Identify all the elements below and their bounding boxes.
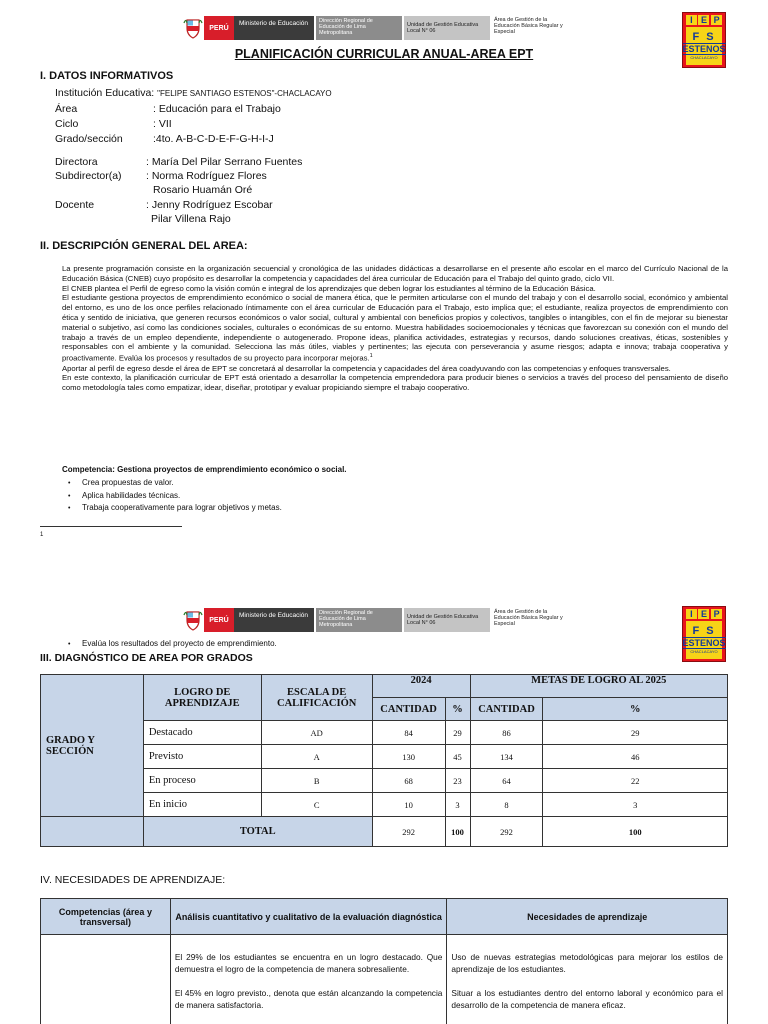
- section-title-datos: I. DATOS INFORMATIVOS: [40, 70, 174, 82]
- paragraph: En este contexto, la planificación curricular de EPT está orientado a desarrollar la competencia emprendedora para producir bienes o servicios a través del proceso del pensamiento de diseño como metodología tales como empatizar, idear, diseñar, prototipar y evaluar propiciando siempre el trabajo cooperativo.: [62, 373, 728, 393]
- table-row: En inicio C 10 3 8 3: [41, 793, 728, 817]
- year-2024-header: 2024: [372, 675, 470, 698]
- info-label: Subdirector(a): [55, 170, 122, 182]
- logo-letter: I: [686, 15, 697, 25]
- section-title-descripcion: II. DESCRIPCIÓN GENERAL DEL AREA:: [40, 240, 248, 252]
- info-value: : Jenny Rodríguez Escobar: [146, 199, 273, 211]
- logo-letter: P: [711, 609, 722, 619]
- footnote-divider: [40, 526, 182, 527]
- agebre-label: Área de Gestión de la Educación Básica Regular y Especial: [490, 16, 576, 40]
- learning-needs-table: [40, 898, 728, 1024]
- paragraph: La presente programación consiste en la organización secuencial y cronológica de las unidades didácticas a desarrollarse en el presente año escolar en el marco del Currículo Nacional de la Educación Básica (CNEB) cuyo propósito es desarrollar la competencia y capacidades del área curricular de Educación para el Trabajo del quinto grado, ciclo VII.: [62, 264, 728, 283]
- pct-header: %: [543, 698, 728, 721]
- total-label: TOTAL: [143, 817, 372, 847]
- government-banner: [182, 16, 576, 40]
- list-item: • Crea propuestas de valor.: [68, 477, 282, 490]
- cantidad-header: CANTIDAD: [470, 698, 543, 721]
- info-value: "FELIPE SANTIAGO ESTENOS"-CHACLACAYO: [157, 89, 332, 98]
- info-value: : María Del Pilar Serrano Fuentes: [146, 156, 303, 168]
- analysis-header: Análisis cuantitativo y cualitativo de la evaluación diagnóstica: [170, 899, 447, 935]
- logo-name: ESTENOS: [682, 44, 726, 54]
- section-title-necesidades: IV. NECESIDADES DE APRENDIZAJE:: [40, 874, 226, 886]
- cantidad-header: CANTIDAD: [372, 698, 445, 721]
- coat-of-arms-icon: [182, 608, 204, 632]
- logo-letter: I: [686, 609, 697, 619]
- government-banner: [182, 608, 576, 632]
- logo-town: CHACLACAYO: [690, 55, 718, 60]
- coat-of-arms-icon: [182, 16, 204, 40]
- logo-initials: F S: [692, 625, 716, 637]
- total-row: TOTAL 292 100 292 100: [41, 817, 728, 847]
- capacity-list-continued: [68, 638, 277, 651]
- logo-initials: F S: [692, 31, 716, 43]
- peru-label: PERÚ: [204, 608, 234, 632]
- table-row: Destacado AD 84 29 86 29: [41, 721, 728, 745]
- school-logo: [682, 606, 726, 662]
- info-value: :4to. A-B-C-D-E-F-G-H-I-J: [153, 133, 274, 145]
- logro-header: LOGRO DE APRENDIZAJE: [143, 675, 261, 721]
- ugel-label: Unidad de Gestión Educativa Local N° 06: [402, 16, 490, 40]
- dre-label: Dirección Regional de Educación de Lima Metropolitana: [314, 16, 402, 40]
- list-item: • Aplica habilidades técnicas.: [68, 490, 282, 503]
- logo-letter: P: [711, 15, 722, 25]
- footnote-mark: 1: [369, 353, 373, 360]
- peru-label: PERÚ: [204, 16, 234, 40]
- goals-2025-header: METAS DE LOGRO AL 2025: [470, 675, 727, 698]
- table-row: En proceso B 68 23 64 22: [41, 769, 728, 793]
- paragraph: Aportar al perfil de egreso desde el área de EPT se concretará al desarrollar la competencia y capacidades del área coadyuvando con las competencias y enfoques transversales.: [62, 363, 671, 373]
- paragraph: El estudiante gestiona proyectos de emprendimiento económico o social de manera ética, que le permiten articularse con el mundo del trabajo y con el desarrollo social, económico y ambiental del entorno, es uno de los once perfiles relacionado íntimamente con el área curricular de Educación para el Trabajo, esto implica que; el estudiante, realiza proyectos de emprendimiento con ética y sentido de iniciativa, que generen recursos económicos o valor social, cultural y ambiental con beneficios propios y colectivos, tangibles o intangibles, con el fin de mejorar su bienestar material o subjetivo, así como las condiciones sociales, culturales o económicas de su entorno. Muestra habilidades socioemocionales y técnicas que favorezcan su conexión con el mundo del trabajo a través de un empleo dependiente, independiente o autogenerado. Propone ideas, planifica actividades, estrategias y recursos, dando soluciones creativas, éticas, sostenibles y responsables con el ambiente y la comunidad. Selecciona las más útiles, viables y pertinentes; las ejecuta con perseverancia y asume riesgos; adapta e innova; trabaja cooperativa y proactivamente. Evalúa los procesos y resultados de su proyecto para incorporar mejoras.$^1$: [62, 293, 728, 363]
- escala-header: ESCALA DE CALIFICACIÓN: [261, 675, 372, 721]
- logo-town: CHACLACAYO: [690, 649, 718, 654]
- info-label: Institución Educativa: "FELIPE SANTIAGO ESTENOS"-CHACLACAYO: [55, 87, 332, 99]
- agebre-label: Área de Gestión de la Educación Básica Regular y Especial: [490, 608, 576, 632]
- grade-section-header: GRADO Y SECCIÓN: [41, 675, 144, 817]
- section-title-diagnostico: III. DIAGNÓSTICO DE AREA POR GRADOS: [40, 652, 253, 664]
- logo-letter: E: [698, 609, 709, 619]
- paragraph: El CNEB plantea el Perfil de egreso como la visión común e integral de los aprendizajes que deben lograr los estudiantes al término de la Educación Básica.: [62, 283, 596, 293]
- needs-cell: Uso de nuevas estrategias metodológicas para mejorar los estilos de aprendizaje de los estudiantes. Situar a los estudiantes dentro del entorno laboral y económico para el desarrollo de la competencia de manera eficaz.: [447, 935, 728, 1024]
- logo-name: ESTENOS: [682, 638, 726, 648]
- diagnosis-table: [40, 674, 728, 847]
- info-value: Rosario Huamán Oré: [153, 184, 253, 196]
- footnote-number: 1: [40, 532, 44, 538]
- info-label: Directora: [55, 156, 98, 168]
- info-value: Pilar Villena Rajo: [151, 213, 231, 225]
- competency-cell: [41, 935, 171, 1024]
- dre-label: Dirección Regional de Educación de Lima Metropolitana: [314, 608, 402, 632]
- ministry-label: Ministerio de Educación: [234, 16, 314, 40]
- list-item: • Trabaja cooperativamente para lograr objetivos y metas.: [68, 502, 282, 515]
- capacity-list: [68, 477, 282, 515]
- document-title: PLANIFICACIÓN CURRICULAR ANUAL-AREA EPT: [234, 47, 534, 61]
- info-value: : Educación para el Trabajo: [153, 103, 281, 115]
- ugel-label: Unidad de Gestión Educativa Local N° 06: [402, 608, 490, 632]
- needs-header: Necesidades de aprendizaje: [447, 899, 728, 935]
- competencies-header: Competencias (área y transversal): [41, 899, 171, 935]
- info-label: Área: [55, 103, 78, 115]
- list-item: • Evalúa los resultados del proyecto de emprendimiento.: [68, 638, 277, 651]
- competency-title: Competencia: Gestiona proyectos de emprendimiento económico o social.: [62, 465, 347, 474]
- info-label: Ciclo: [55, 118, 79, 130]
- info-label: Grado/sección: [55, 133, 123, 145]
- pct-header: %: [445, 698, 470, 721]
- info-value: : VII: [153, 118, 172, 130]
- table-row: Previsto A 130 45 134 46: [41, 745, 728, 769]
- info-label: Docente: [55, 199, 95, 211]
- analysis-cell: El 29% de los estudiantes se encuentra en un logro destacado. Que demuestra el logro de la competencia de manera sobresaliente. El 45% en logro previsto., denota que están alcanzando la competencia de manera satisfactoria.: [170, 935, 447, 1024]
- info-value: : Norma Rodríguez Flores: [146, 170, 267, 182]
- description-text: [62, 264, 728, 393]
- ministry-label: Ministerio de Educación: [234, 608, 314, 632]
- logo-letter: E: [698, 15, 709, 25]
- table-row: [41, 935, 728, 1024]
